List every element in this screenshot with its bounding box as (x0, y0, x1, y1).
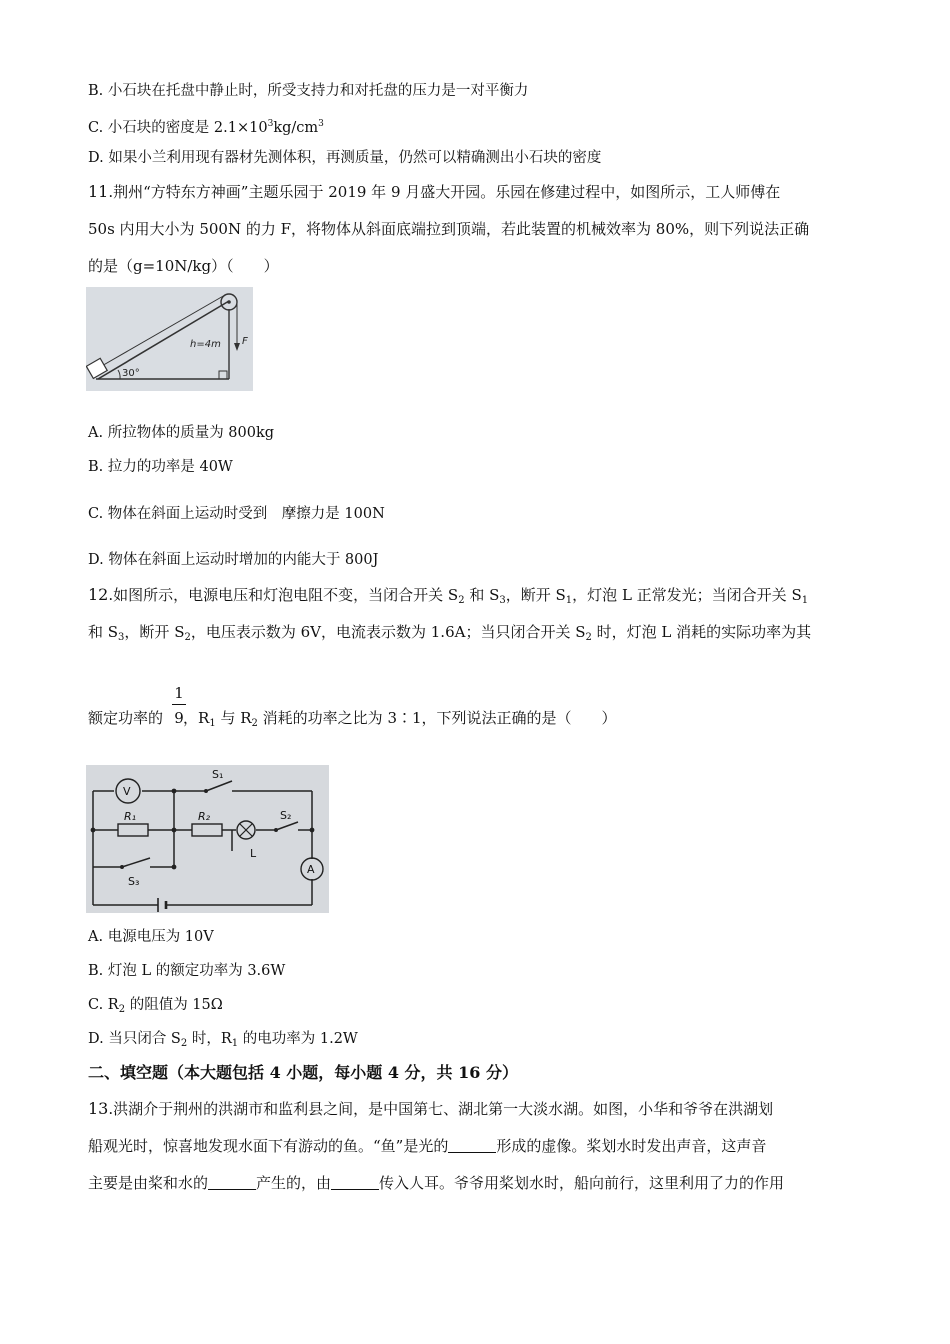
q12-ammeter-label: A (307, 863, 315, 876)
q11-stem-line1: 11.荆州“方特东方神画”主题乐园于 2019 年 9 月盛大开园。乐园在修建过程中，如图所示，工人师傅在 (88, 182, 781, 201)
q12-option-d: D. 当只闭合 $S_2$ 时，$R_1$ 的电功率为 1.2W (88, 1031, 358, 1049)
q11-option-c: C. 物体在斜面上运动时受到 摩擦力是 100N (88, 506, 385, 522)
q10-option-d: D. 如果小兰利用现有器材先测体积，再测质量，仍然可以精确测出小石块的密度 (88, 150, 602, 166)
q12-stem-line1: 12.如图所示，电源电压和灯泡电阻不变，当闭合开关 $S_2$ 和 $S_3$，断开 $S_1$，灯泡 L 正常发光；当闭合开关 $S_1$ (88, 585, 809, 606)
q13-stem-line3: 主要是由桨和水的 产生的，由 传入人耳。爷爷用桨划水时，船向前行，这里利用了力的作用 (88, 1174, 785, 1192)
q11-option-b: B. 拉力的功率是 40W (88, 459, 233, 475)
q11-option-d: D. 物体在斜面上运动时增加的内能大于 800J (88, 552, 379, 568)
q12-s1-label: S₁ (212, 768, 224, 781)
q13-blank-2[interactable] (208, 1175, 256, 1190)
q12-fraction-numerator: 1 (174, 684, 184, 702)
q11-height-label: h=4m (190, 339, 221, 350)
q11-stem-line3: 的是（g=10N/kg）（ ） (88, 257, 279, 275)
q12-voltmeter-label: V (123, 785, 131, 798)
q11-incline-figure (86, 287, 253, 391)
q12-r1-label: R₁ (124, 810, 137, 823)
q10-option-b: B. 小石块在托盘中静止时，所受支持力和对托盘的压力是一对平衡力 (88, 83, 529, 99)
q12-circuit-figure (86, 765, 329, 913)
q12-option-c: C. $R_2$ 的阻值为 15Ω (88, 997, 223, 1015)
q12-lamp-label: L (250, 847, 257, 860)
q11-angle-label: 30° (122, 368, 140, 379)
q12-fraction-denominator: 9 (174, 709, 184, 727)
q12-s3-label: S₃ (128, 875, 140, 888)
q12-stem-line2: 和 $S_3$，断开 $S_2$，电压表示数为 6V，电流表示数为 1.6A；当只闭合开关 $S_2$ 时，灯泡 L 消耗的实际功率为其 (88, 623, 812, 643)
q11-option-a: A. 所拉物体的质量为 800kg (88, 425, 275, 441)
q12-fraction-bar (172, 704, 186, 705)
q12-r2-label: R₂ (198, 810, 211, 823)
q11-stem-line2: 50s 内用大小为 500N 的力 F，将物体从斜面底端拉到顶端，若此装置的机械效率为 80%，则下列说法正确 (88, 220, 810, 238)
q13-stem-line1: 13.洪湖介于荆州的洪湖市和监利县之间，是中国第七、湖北第一大淡水湖。如图，小华和爷爷在洪湖划 (88, 1099, 774, 1118)
q11-force-label: F (242, 336, 248, 347)
q13-blank-1[interactable] (448, 1138, 496, 1153)
section-heading-fill-in: 二、填空题（本大题包括 4 小题，每小题 4 分，共 16 分） (88, 1063, 518, 1082)
q12-s2-label: S₂ (280, 809, 292, 822)
q12-stem-line3: 额定功率的 ，$R_1$ 与 $R_2$ 消耗的功率之比为 3∶1，下列说法正确的是（ ） (88, 709, 617, 729)
q12-option-a: A. 电源电压为 10V (88, 929, 214, 945)
q12-option-b: B. 灯泡 L 的额定功率为 3.6W (88, 963, 286, 979)
q10-option-c: C. 小石块的密度是 $2.1\times 10^3kg/cm^3$ (88, 119, 324, 136)
q13-blank-3[interactable] (331, 1175, 379, 1190)
q13-stem-line2: 船观光时，惊喜地发现水面下有游动的鱼。“鱼”是光的 形成的虚像。桨划水时发出声音，这声音 (88, 1137, 767, 1155)
